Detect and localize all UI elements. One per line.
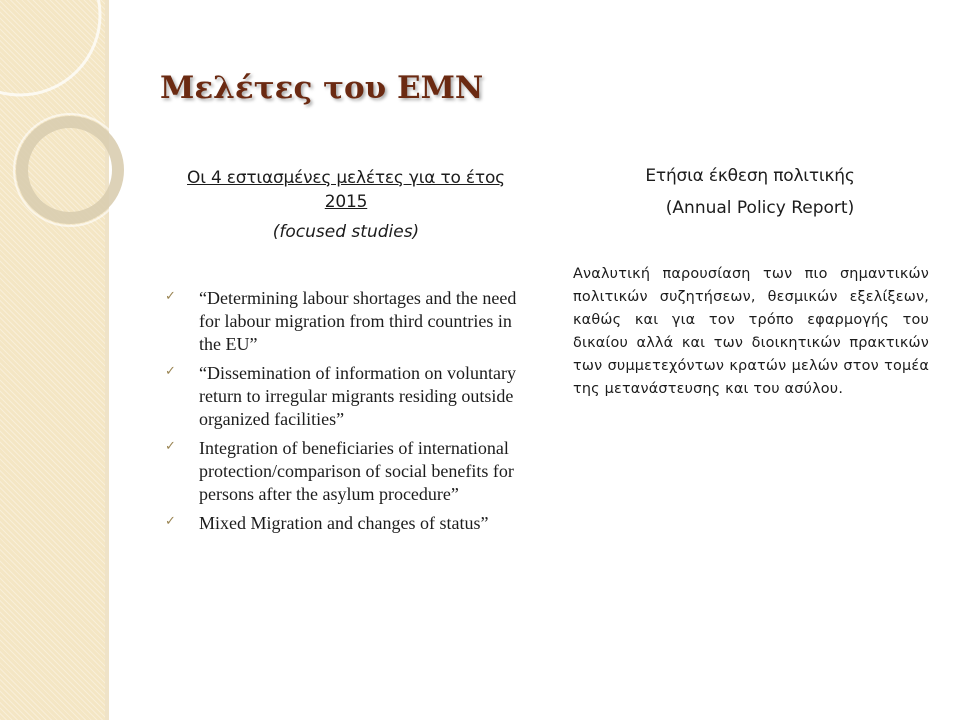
study-text: Mixed Migration and changes of status” (199, 513, 489, 533)
right-column-heading: Ετήσια έκθεση πολιτικής (645, 166, 855, 186)
side-decoration-panel (0, 0, 105, 720)
study-text: “Determining labour shortages and the need for labour migration from third countries in the EU” (199, 288, 517, 354)
study-list-item (165, 287, 535, 356)
left-column-subheading: (focused studies) (272, 222, 420, 242)
slide-title: Μελέτες του EMN (160, 70, 484, 106)
side-decoration-border (105, 0, 109, 720)
annual-report-description: Αναλυτική παρουσίαση των πιο σημαντικών πολιτικών συζητήσεων, θεσμικών εξελίξεων, καθώς και για τον τρόπο εφαρμογής του δικαίου αλλά και των διοικητικών πρακτικών των συμμετεχόντων κρατών μελών στον τομέα της μετανάστευσης και του ασύλου. (573, 266, 929, 397)
study-text: Integration of beneficiaries of international protection/comparison of social benefits for persons after the asylum procedure” (199, 438, 514, 504)
study-list (165, 287, 535, 541)
study-list-item (165, 362, 535, 431)
checkmark-icon: ✓ (165, 514, 176, 529)
study-list-item (165, 437, 535, 506)
left-column-heading: Οι 4 εστιασμένες μελέτες για το έτος 2015 (187, 168, 505, 212)
checkmark-icon: ✓ (165, 289, 176, 304)
study-list-item (165, 512, 535, 535)
right-column-subheading: (Annual Policy Report) (665, 198, 855, 218)
checkmark-icon: ✓ (165, 439, 176, 454)
study-text: “Dissemination of information on voluntary return to irregular migrants residing outside organized facilities” (199, 363, 516, 429)
checkmark-icon: ✓ (165, 364, 176, 379)
